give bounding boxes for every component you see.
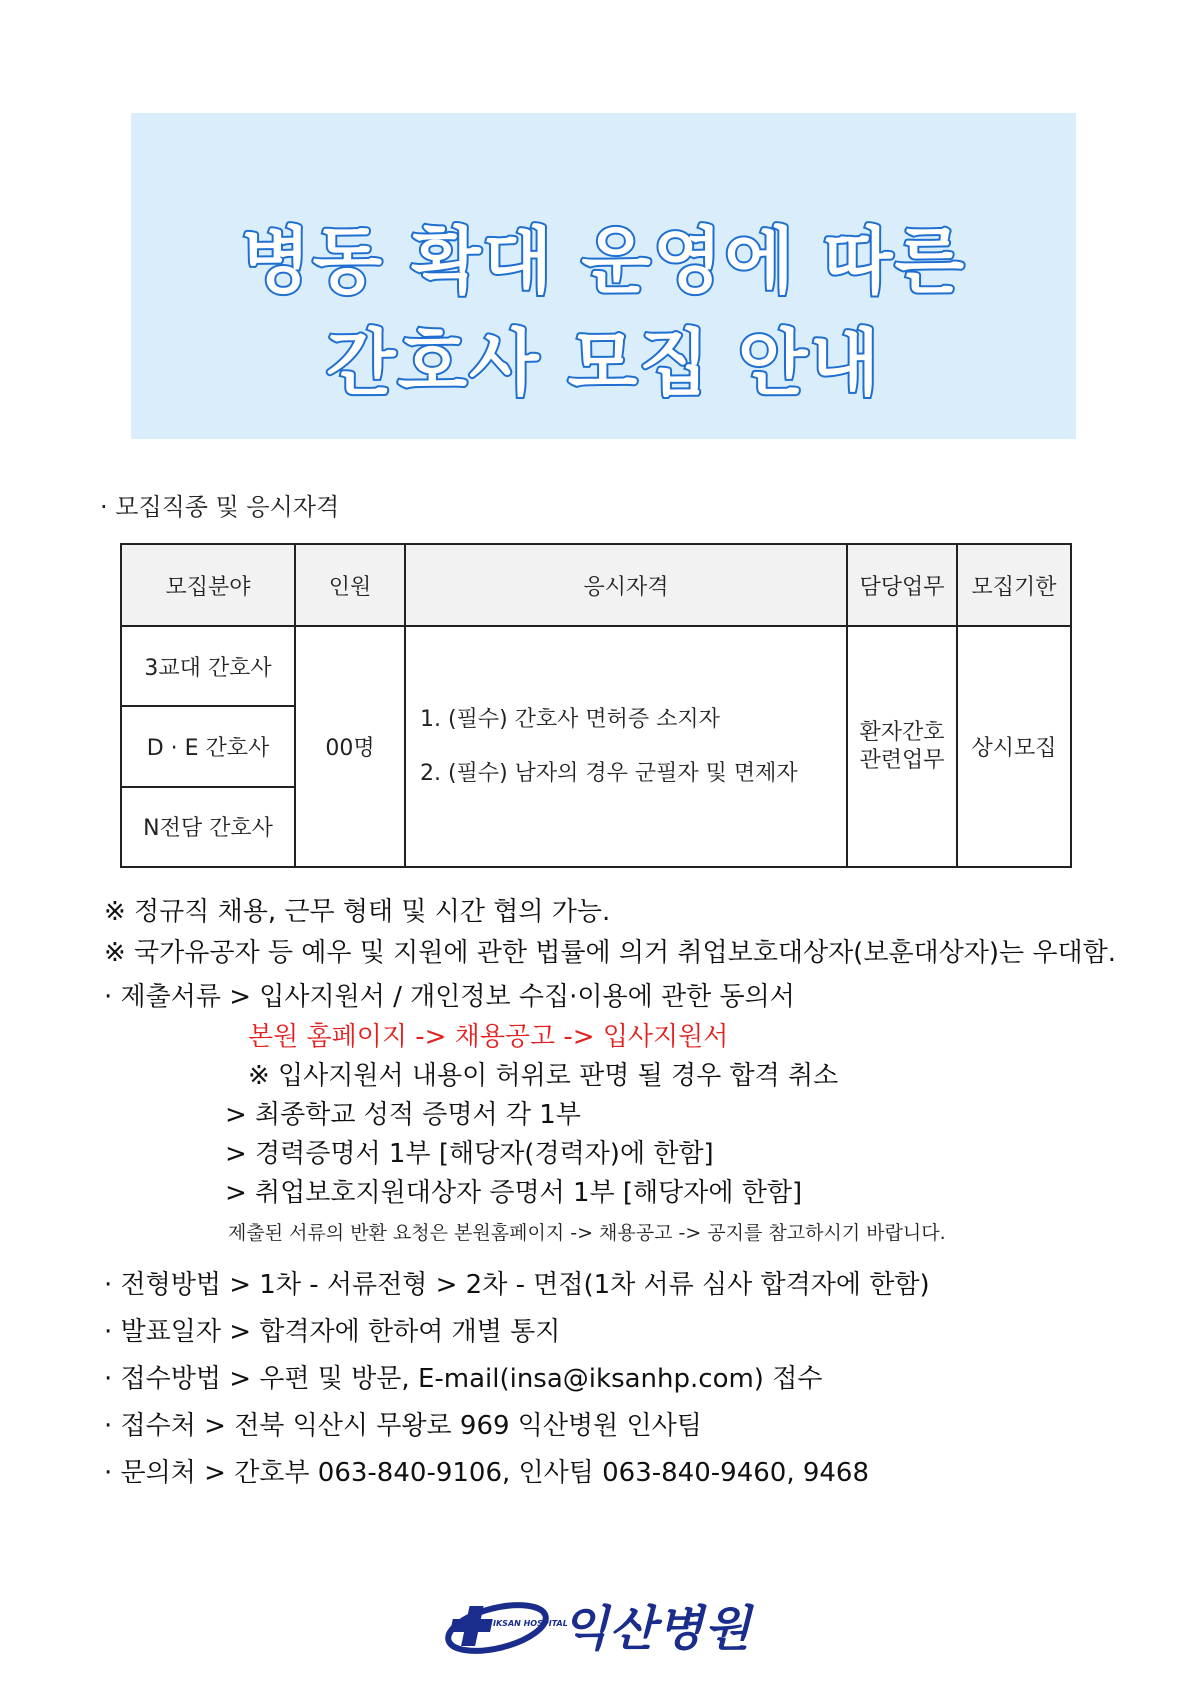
hospital-name: 익산병원 xyxy=(562,1601,752,1657)
field-cell: 3교대 간호사 xyxy=(121,626,295,706)
deadline-cell: 상시모집 xyxy=(957,626,1071,867)
header-deadline: 모집기한 xyxy=(957,544,1071,626)
info-contact: · 문의처 > 간호부 063-840-9106, 인사팀 063-840-9460, 9468 xyxy=(104,1458,870,1488)
duty-cell xyxy=(847,626,957,867)
header-headcount: 인원 xyxy=(295,544,405,626)
duty-line: 관련업무 xyxy=(859,747,945,773)
svg-text:IKSAN HOSPITAL: IKSAN HOSPITAL xyxy=(493,1619,568,1628)
documents-warning: ※ 입사지원서 내용이 허위로 판명 될 경우 합격 취소 xyxy=(248,1061,839,1091)
documents-item: > 취업보호지원대상자 증명서 1부 [해당자에 한함] xyxy=(225,1178,803,1208)
hospital-logo xyxy=(445,1590,755,1660)
duty-line: 환자간호 xyxy=(859,719,945,745)
headcount-cell: 00명 xyxy=(295,626,405,867)
qualification-cell xyxy=(405,626,847,867)
info-process: · 전형방법 > 1차 - 서류전형 > 2차 - 면접(1차 서류 심사 합격자에 한함) xyxy=(104,1270,930,1300)
documents-item: > 경력증명서 1부 [해당자(경력자)에 한함] xyxy=(225,1139,714,1169)
info-announce: · 발표일자 > 합격자에 한하여 개별 통지 xyxy=(104,1317,561,1347)
banner-title-line1: 병동 확대 운영에 따른 xyxy=(240,219,967,303)
title-banner xyxy=(131,113,1076,439)
table-header-row xyxy=(121,544,1071,626)
field-cell: N전담 간호사 xyxy=(121,787,295,867)
banner-title-line2: 간호사 모집 안내 xyxy=(326,321,881,405)
documents-path: 본원 홈페이지 -> 채용공고 -> 입사지원서 xyxy=(248,1022,729,1052)
info-method: · 접수방법 > 우편 및 방문, E-mail(insa@iksanhp.com) 접수 xyxy=(104,1364,823,1394)
qualification-item: 1. (필수) 간호사 면허증 소지자 xyxy=(420,706,720,732)
note-regular-employment: ※ 정규직 채용, 근무 형태 및 시간 협의 가능. xyxy=(104,897,611,927)
recruitment-table xyxy=(120,543,1072,868)
documents-return-note: 제출된 서류의 반환 요청은 본원홈페이지 -> 채용공고 -> 공지를 참고하시기 바랍니다. xyxy=(228,1222,946,1244)
header-duty: 담당업무 xyxy=(847,544,957,626)
documents-label: · 제출서류 > 입사지원서 / 개인정보 수집·이용에 관한 동의서 xyxy=(104,982,795,1012)
section-title: · 모집직종 및 응시자격 xyxy=(100,493,340,521)
hospital-emblem-icon xyxy=(445,1590,568,1660)
header-field: 모집분야 xyxy=(121,544,295,626)
info-place: · 접수처 > 전북 익산시 무왕로 969 익산병원 인사팀 xyxy=(104,1411,702,1441)
field-cell: D · E 간호사 xyxy=(121,706,295,786)
note-veterans-preference: ※ 국가유공자 등 예우 및 지원에 관한 법률에 의거 취업보호대상자(보훈대상자)는 우대함. xyxy=(104,938,1117,968)
header-qualification: 응시자격 xyxy=(405,544,847,626)
table-row xyxy=(121,626,1071,706)
qualification-item: 2. (필수) 남자의 경우 군필자 및 면제자 xyxy=(420,760,798,786)
documents-item: > 최종학교 성적 증명서 각 1부 xyxy=(225,1100,581,1130)
